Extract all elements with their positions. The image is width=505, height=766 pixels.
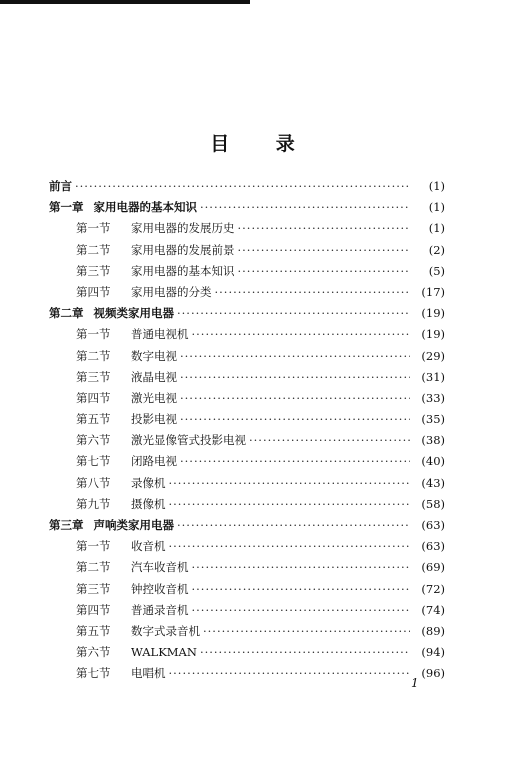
- toc-entry-section: [49, 242, 445, 263]
- toc-entry-page: (1): [428, 221, 445, 236]
- toc-entry-title: 家用电器的分类: [131, 284, 212, 299]
- toc-entry-number: 第九节: [76, 496, 111, 511]
- toc-entry-label: [76, 581, 189, 597]
- toc-entry-page: (19): [421, 327, 445, 342]
- toc-entry-page: (72): [421, 581, 445, 596]
- toc-entry-chapter: [49, 517, 445, 538]
- toc-entry-section: [49, 496, 445, 517]
- toc-entry-label: [76, 348, 177, 364]
- dot-leader: [169, 497, 411, 511]
- toc-entry-section: [49, 581, 445, 602]
- toc-entry-label: [76, 326, 189, 342]
- toc-entry-page: (43): [421, 475, 445, 490]
- toc-entry-number: 第一节: [76, 539, 111, 554]
- toc-entry-title: 普通电视机: [131, 327, 189, 342]
- toc-entry-page: (1): [428, 179, 445, 193]
- dot-leader: [200, 645, 410, 659]
- table-of-contents: [49, 178, 445, 687]
- toc-entry-label: [76, 644, 197, 660]
- toc-entry-number: 第三节: [76, 369, 111, 384]
- toc-entry-label: [76, 602, 189, 618]
- toc-entry-number: 第四节: [76, 390, 111, 405]
- toc-entry-section: [49, 644, 445, 665]
- toc-entry-title: 液晶电视: [131, 369, 177, 384]
- toc-entry-number: 第二章: [49, 306, 84, 321]
- dot-leader: [169, 476, 411, 490]
- toc-entry-label: [49, 199, 197, 215]
- toc-entry-page: (38): [421, 433, 445, 448]
- toc-entry-page: (1): [428, 200, 445, 215]
- toc-entry-page: (63): [421, 518, 445, 532]
- dot-leader: [238, 264, 411, 278]
- toc-entry-page: (5): [428, 263, 445, 278]
- toc-entry-page: (19): [421, 306, 445, 321]
- toc-entry-preface: [49, 178, 445, 199]
- toc-entry-title: 声响类家用电器: [93, 518, 174, 532]
- dot-leader: [180, 349, 410, 363]
- toc-entry-label: [76, 559, 189, 575]
- dot-leader: [238, 221, 411, 235]
- toc-entry-title: WALKMAN: [131, 645, 197, 660]
- toc-entry-section: [49, 263, 445, 284]
- dot-leader: [192, 603, 411, 617]
- toc-entry-label: [76, 665, 166, 681]
- toc-entry-chapter: [49, 305, 445, 326]
- dot-leader: [180, 412, 410, 426]
- toc-entry-label: [76, 369, 177, 385]
- toc-entry-number: 第一章: [49, 200, 84, 215]
- toc-entry-number: 第三节: [76, 581, 111, 596]
- toc-entry-title: 家用电器的基本知识: [131, 263, 235, 278]
- dot-leader: [177, 306, 410, 320]
- dot-leader: [180, 454, 410, 468]
- toc-entry-number: 第六节: [76, 645, 111, 660]
- dot-leader: [192, 560, 411, 574]
- toc-entry-number: 第一节: [76, 221, 111, 236]
- toc-entry-page: (2): [428, 242, 445, 257]
- toc-entry-page: (94): [421, 645, 445, 660]
- toc-entry-number: 第四节: [76, 284, 111, 299]
- toc-entry-number: 第二节: [76, 560, 111, 575]
- toc-entry-page: (96): [421, 666, 445, 681]
- toc-entry-label: [76, 284, 212, 300]
- toc-entry-label: [76, 220, 235, 236]
- toc-entry-label: [49, 517, 174, 533]
- toc-entry-title: 电唱机: [131, 666, 166, 681]
- page-title: 目 录: [210, 132, 315, 155]
- toc-entry-page: (33): [421, 390, 445, 405]
- toc-entry-section: [49, 602, 445, 623]
- toc-entry-label: [76, 538, 166, 554]
- toc-entry-label: [49, 178, 72, 194]
- dot-leader: [249, 433, 410, 447]
- toc-entry-chapter: [49, 199, 445, 220]
- toc-entry-page: (35): [421, 412, 445, 427]
- toc-entry-label: [49, 305, 174, 321]
- toc-entry-label: [76, 475, 166, 491]
- toc-entry-number: 第一节: [76, 327, 111, 342]
- toc-entry-label: [76, 623, 200, 639]
- toc-entry-section: [49, 390, 445, 411]
- page-number: 1: [411, 676, 419, 690]
- dot-leader: [180, 370, 410, 384]
- dot-leader: [238, 243, 411, 257]
- toc-entry-title: 录像机: [131, 475, 166, 490]
- toc-entry-page: (69): [421, 560, 445, 575]
- toc-entry-number: 第三章: [49, 518, 84, 532]
- toc-entry-page: (29): [421, 348, 445, 363]
- toc-entry-number: 第三节: [76, 263, 111, 278]
- toc-entry-title: 视频类家用电器: [93, 306, 174, 321]
- toc-entry-title: 前言: [49, 179, 72, 193]
- scan-edge-bar: [0, 0, 250, 4]
- toc-entry-section: [49, 220, 445, 241]
- toc-entry-section: [49, 348, 445, 369]
- toc-entry-title: 激光显像管式投影电视: [131, 433, 246, 448]
- dot-leader: [200, 200, 410, 214]
- dot-leader: [192, 582, 411, 596]
- toc-entry-page: (40): [421, 454, 445, 469]
- dot-leader: [192, 327, 411, 341]
- toc-entry-label: [76, 263, 235, 279]
- toc-entry-page: (74): [421, 602, 445, 617]
- toc-entry-title: 收音机: [131, 539, 166, 554]
- toc-entry-section: [49, 475, 445, 496]
- toc-entry-section: [49, 623, 445, 644]
- toc-entry-title: 家用电器的发展前景: [131, 242, 235, 257]
- toc-entry-number: 第七节: [76, 454, 111, 469]
- toc-entry-section: [49, 538, 445, 559]
- dot-leader: [169, 666, 411, 680]
- toc-entry-label: [76, 390, 177, 406]
- toc-entry-title: 家用电器的发展历史: [131, 221, 235, 236]
- toc-entry-page: (89): [421, 623, 445, 638]
- toc-entry-title: 闭路电视: [131, 454, 177, 469]
- toc-entry-section: [49, 411, 445, 432]
- dot-leader: [215, 285, 411, 299]
- toc-entry-title: 数字式录音机: [131, 623, 200, 638]
- toc-entry-page: (31): [421, 369, 445, 384]
- toc-entry-title: 钟控收音机: [131, 581, 189, 596]
- toc-entry-label: [76, 432, 246, 448]
- toc-entry-label: [76, 411, 177, 427]
- toc-entry-number: 第八节: [76, 475, 111, 490]
- toc-entry-section: [49, 284, 445, 305]
- dot-leader: [203, 624, 410, 638]
- dot-leader: [180, 391, 410, 405]
- toc-entry-section: [49, 326, 445, 347]
- toc-entry-page: (17): [421, 284, 445, 299]
- toc-entry-label: [76, 496, 166, 512]
- toc-entry-section: [49, 432, 445, 453]
- toc-entry-title: 家用电器的基本知识: [93, 200, 197, 215]
- toc-entry-title: 汽车收音机: [131, 560, 189, 575]
- toc-entry-page: (58): [421, 496, 445, 511]
- toc-entry-number: 第六节: [76, 433, 111, 448]
- toc-entry-title: 普通录音机: [131, 602, 189, 617]
- dot-leader: [169, 539, 411, 553]
- dot-leader: [75, 179, 410, 193]
- toc-entry-section: [49, 665, 445, 686]
- toc-entry-number: 第五节: [76, 623, 111, 638]
- toc-entry-section: [49, 369, 445, 390]
- toc-entry-number: 第七节: [76, 666, 111, 681]
- toc-entry-label: [76, 242, 235, 258]
- toc-entry-number: 第四节: [76, 602, 111, 617]
- toc-entry-title: 激光电视: [131, 390, 177, 405]
- toc-entry-number: 第二节: [76, 348, 111, 363]
- toc-entry-title: 摄像机: [131, 496, 166, 511]
- toc-entry-section: [49, 559, 445, 580]
- toc-entry-number: 第二节: [76, 242, 111, 257]
- dot-leader: [177, 518, 410, 532]
- toc-entry-title: 投影电视: [131, 412, 177, 427]
- toc-entry-label: [76, 453, 177, 469]
- toc-entry-page: (63): [421, 539, 445, 554]
- toc-entry-title: 数字电视: [131, 348, 177, 363]
- toc-entry-section: [49, 453, 445, 474]
- toc-entry-number: 第五节: [76, 412, 111, 427]
